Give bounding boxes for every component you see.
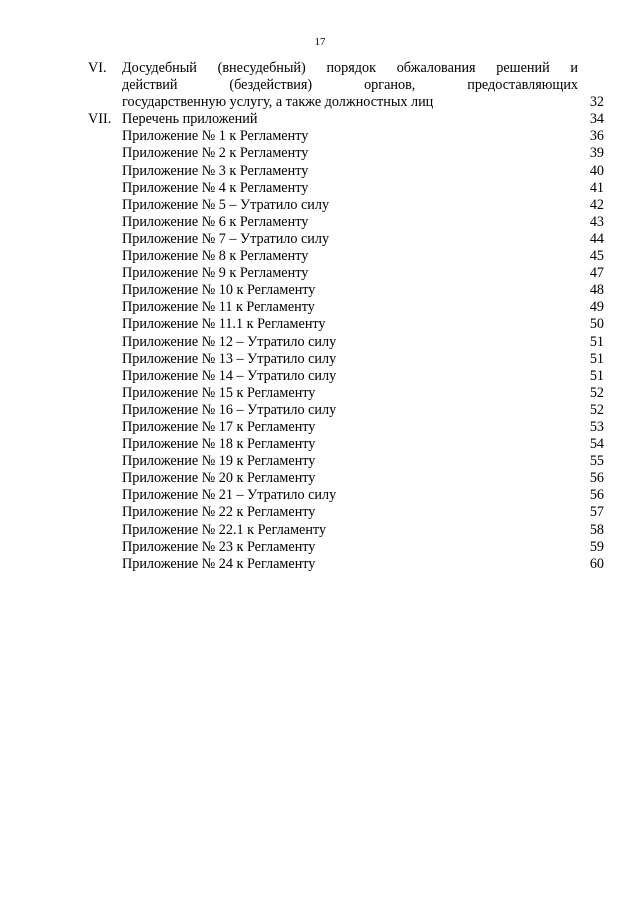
toc-appendix-entry[interactable] xyxy=(122,539,604,556)
toc-page-number: 51 xyxy=(589,350,604,367)
section-title-line: Досудебный (внесудебный) порядок обжалования решений и xyxy=(122,60,578,76)
toc-page-number: 32 xyxy=(589,94,604,111)
toc-appendix-entry[interactable] xyxy=(122,453,604,470)
toc-appendix-entry[interactable] xyxy=(122,351,604,368)
section-numeral: VI. xyxy=(88,60,107,76)
toc-page-number: 54 xyxy=(589,436,604,453)
toc-appendix-entry[interactable] xyxy=(122,419,604,436)
table-of-contents xyxy=(88,60,604,573)
appendix-label: Приложение № 4 к Регламенту xyxy=(122,179,309,196)
toc-page-number: 51 xyxy=(589,333,604,350)
toc-page-number: 52 xyxy=(589,401,604,418)
toc-page-number: 48 xyxy=(589,282,604,299)
toc-page-number: 56 xyxy=(589,470,604,487)
appendix-label: Приложение № 20 к Регламенту xyxy=(122,470,316,487)
toc-page-number: 44 xyxy=(589,230,604,247)
appendix-label: Приложение № 7 – Утратило силу xyxy=(122,230,330,247)
toc-page-number: 45 xyxy=(589,248,604,265)
toc-page-number: 42 xyxy=(589,196,604,213)
toc-appendix-entry[interactable] xyxy=(122,522,604,539)
appendix-label: Приложение № 10 к Регламенту xyxy=(122,282,316,299)
toc-appendix-entry[interactable] xyxy=(122,316,604,333)
appendix-label: Приложение № 18 к Регламенту xyxy=(122,436,316,453)
page-number: 17 xyxy=(314,36,326,48)
appendix-label: Приложение № 22 к Регламенту xyxy=(122,504,316,521)
appendix-label: Приложение № 19 к Регламенту xyxy=(122,453,316,470)
appendix-label: Приложение № 8 к Регламенту xyxy=(122,248,309,265)
toc-section-vii[interactable] xyxy=(88,111,604,573)
toc-appendix-entry[interactable] xyxy=(122,128,604,145)
toc-page-number: 51 xyxy=(589,367,604,384)
appendix-label: Приложение № 14 – Утратило силу xyxy=(122,367,337,384)
toc-appendix-entry[interactable] xyxy=(122,282,604,299)
appendix-label: Приложение № 11.1 к Регламенту xyxy=(122,316,326,333)
appendix-label: Приложение № 12 – Утратило силу xyxy=(122,333,337,350)
toc-page-number: 34 xyxy=(589,111,604,128)
toc-appendix-entry[interactable] xyxy=(122,265,604,282)
section-numeral: VII. xyxy=(88,111,112,128)
toc-page-number: 55 xyxy=(589,453,604,470)
section-title-line: Перечень приложений xyxy=(122,111,258,128)
toc-page-number: 40 xyxy=(589,162,604,179)
appendix-label: Приложение № 3 к Регламенту xyxy=(122,162,309,179)
appendix-label: Приложение № 1 к Регламенту xyxy=(122,128,309,145)
toc-section-vi[interactable] xyxy=(88,60,604,111)
toc-page-number: 59 xyxy=(589,538,604,555)
toc-appendix-entry[interactable] xyxy=(122,470,604,487)
toc-page-number: 52 xyxy=(589,384,604,401)
toc-page-number: 41 xyxy=(589,179,604,196)
toc-page-number: 60 xyxy=(589,555,604,572)
appendix-label: Приложение № 23 к Регламенту xyxy=(122,538,316,555)
toc-appendix-entry[interactable] xyxy=(122,163,604,180)
toc-appendix-entry[interactable] xyxy=(122,504,604,521)
appendix-label: Приложение № 17 к Регламенту xyxy=(122,418,316,435)
appendix-list xyxy=(122,128,604,572)
toc-appendix-entry[interactable] xyxy=(122,299,604,316)
toc-appendix-entry[interactable] xyxy=(122,145,604,162)
toc-appendix-entry[interactable] xyxy=(122,248,604,265)
toc-page-number: 58 xyxy=(589,521,604,538)
toc-appendix-entry[interactable] xyxy=(122,214,604,231)
toc-appendix-entry[interactable] xyxy=(122,231,604,248)
appendix-label: Приложение № 13 – Утратило силу xyxy=(122,350,337,367)
toc-appendix-entry[interactable] xyxy=(122,556,604,573)
toc-page-number: 57 xyxy=(589,504,604,521)
toc-page-number: 56 xyxy=(589,487,604,504)
section-title-line: государственную услугу, а также должностных лиц xyxy=(122,94,434,111)
appendix-label: Приложение № 2 к Регламенту xyxy=(122,145,309,162)
appendix-label: Приложение № 21 – Утратило силу xyxy=(122,487,337,504)
toc-page-number: 53 xyxy=(589,418,604,435)
appendix-label: Приложение № 5 – Утратило силу xyxy=(122,196,330,213)
toc-page-number: 43 xyxy=(589,213,604,230)
appendix-label: Приложение № 15 к Регламенту xyxy=(122,384,316,401)
appendix-label: Приложение № 11 к Регламенту xyxy=(122,299,315,316)
toc-appendix-entry[interactable] xyxy=(122,334,604,351)
toc-page-number: 47 xyxy=(589,265,604,282)
toc-appendix-entry[interactable] xyxy=(122,180,604,197)
toc-appendix-entry[interactable] xyxy=(122,197,604,214)
toc-appendix-entry[interactable] xyxy=(122,385,604,402)
toc-appendix-entry[interactable] xyxy=(122,436,604,453)
toc-page-number: 36 xyxy=(589,128,604,145)
section-title-line: действий (бездействия) органов, предоставляющих xyxy=(122,77,578,94)
toc-appendix-entry[interactable] xyxy=(122,368,604,385)
appendix-label: Приложение № 9 к Регламенту xyxy=(122,265,309,282)
appendix-label: Приложение № 22.1 к Регламенту xyxy=(122,521,327,538)
appendix-label: Приложение № 24 к Регламенту xyxy=(122,555,316,572)
toc-page-number: 39 xyxy=(589,145,604,162)
toc-appendix-entry[interactable] xyxy=(122,402,604,419)
appendix-label: Приложение № 16 – Утратило силу xyxy=(122,401,337,418)
appendix-label: Приложение № 6 к Регламенту xyxy=(122,213,309,230)
toc-page-number: 49 xyxy=(589,299,604,316)
toc-page-number: 50 xyxy=(589,316,604,333)
toc-appendix-entry[interactable] xyxy=(122,487,604,504)
